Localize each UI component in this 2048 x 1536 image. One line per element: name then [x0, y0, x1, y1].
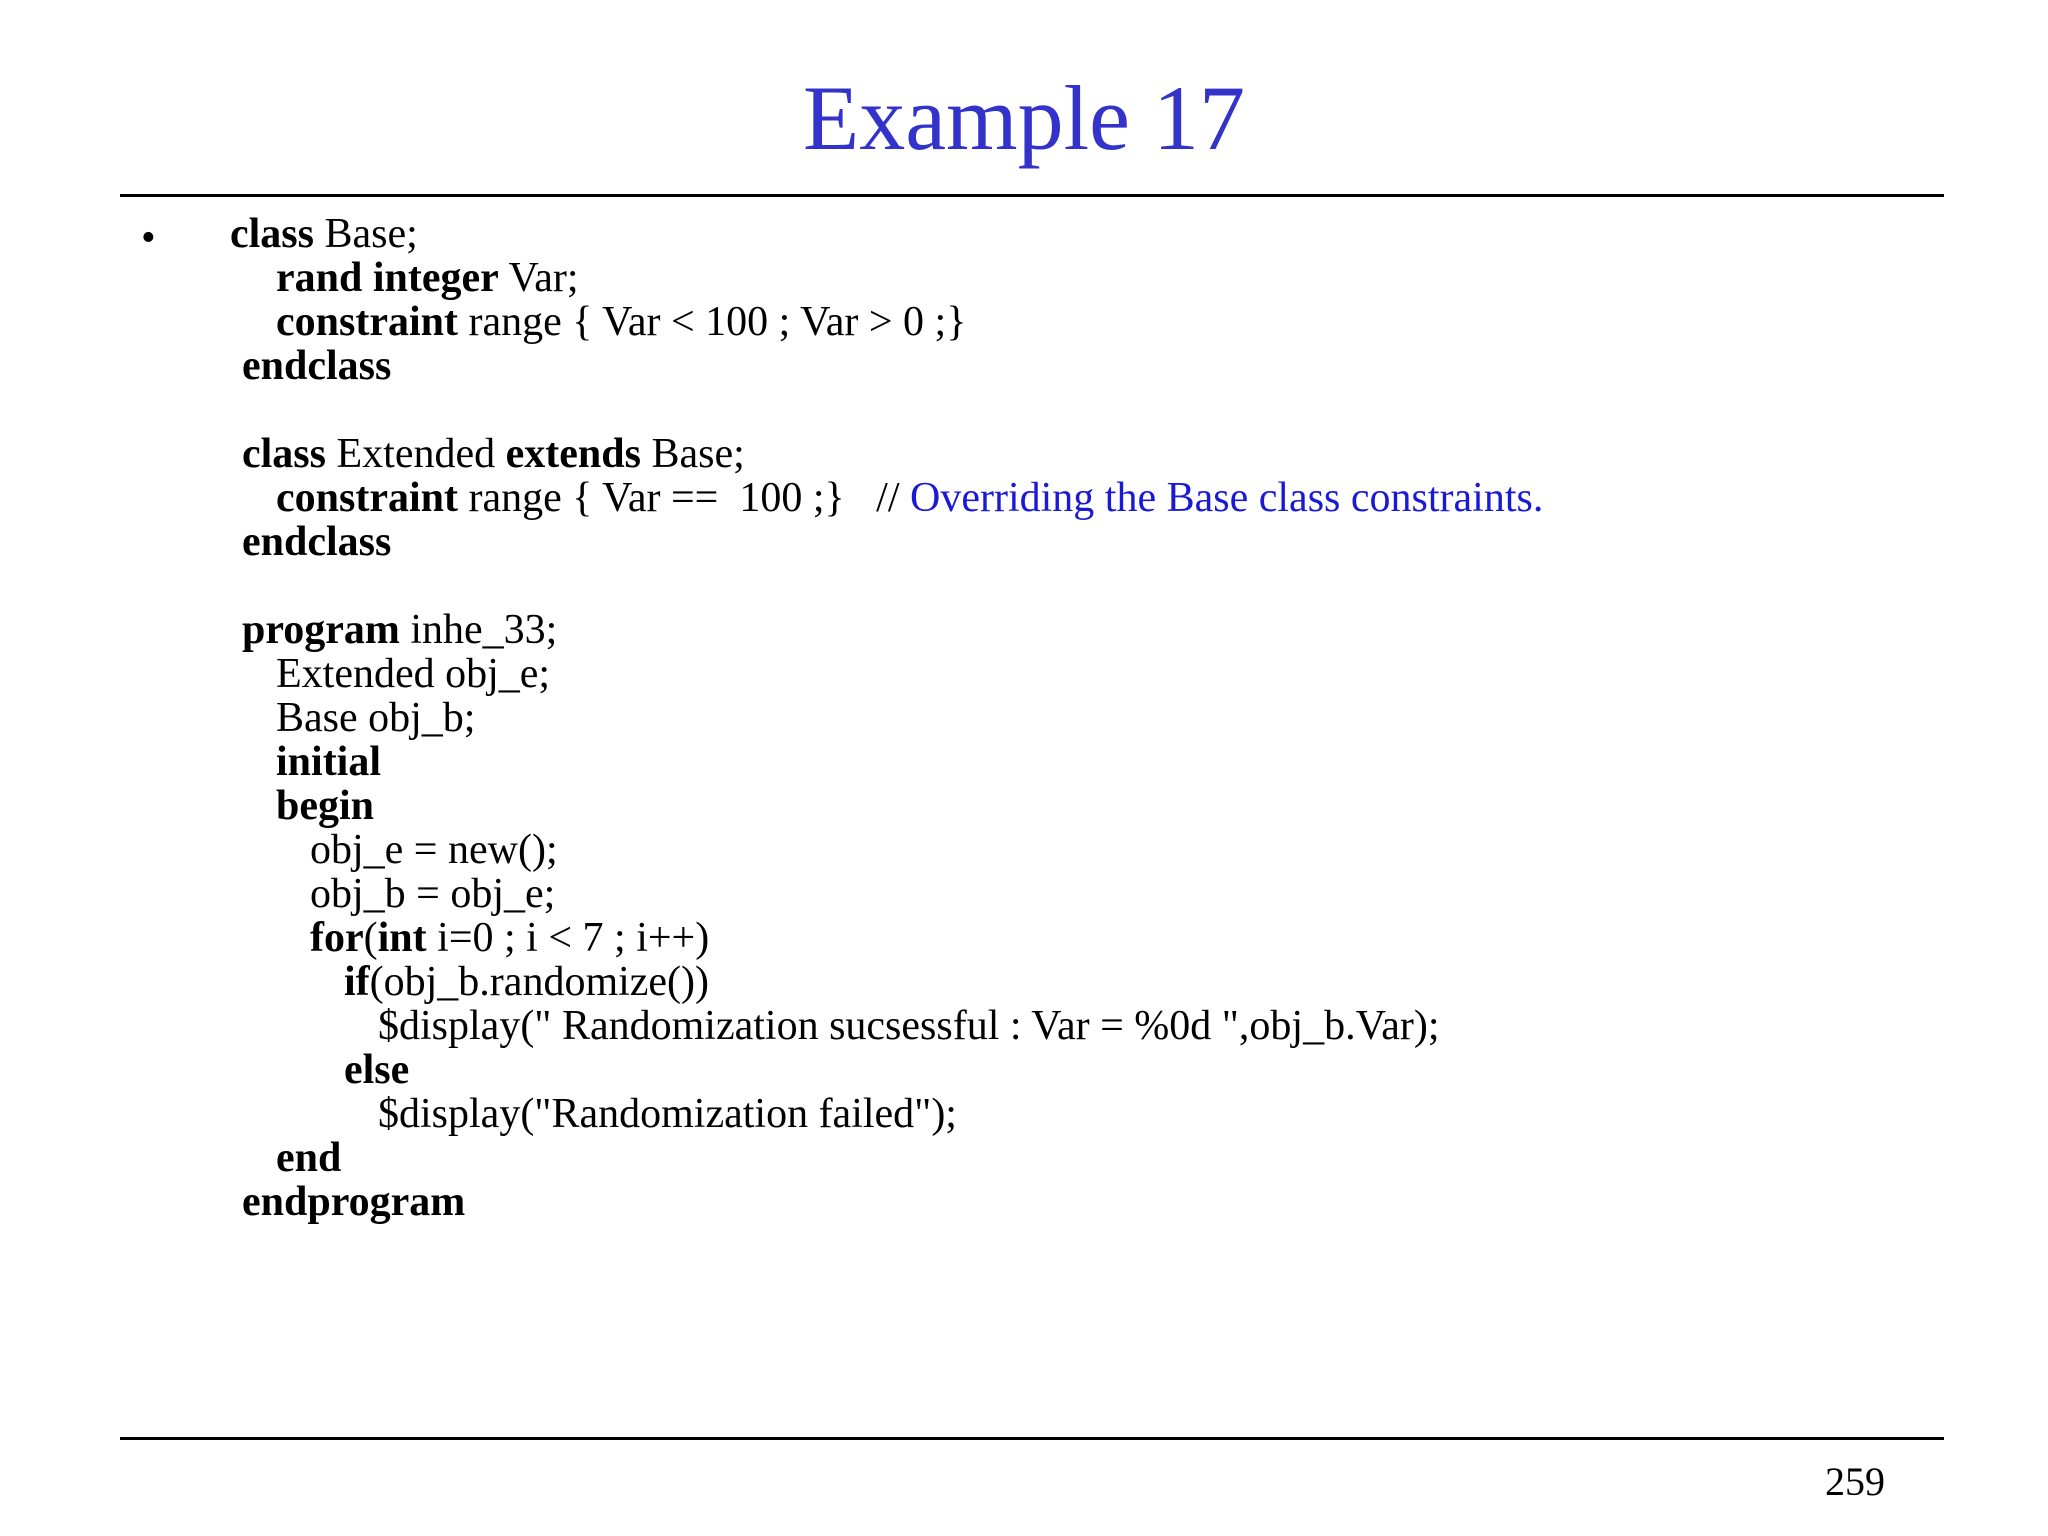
keyword: rand integer	[276, 255, 499, 301]
keyword: for	[310, 915, 364, 961]
keyword: endclass	[242, 343, 392, 389]
code-text: Base obj_b;	[276, 695, 476, 741]
code-text: obj_e = new();	[310, 827, 558, 873]
code-line-else	[344, 1048, 409, 1092]
keyword: extends	[505, 431, 641, 477]
code-line-program	[242, 608, 557, 652]
code-text: Base;	[314, 211, 418, 257]
code-line-endclass-base	[242, 344, 391, 388]
code-line-constraint-extended	[276, 476, 1543, 520]
keyword: endclass	[242, 519, 392, 565]
keyword: else	[344, 1047, 410, 1093]
code-text: $display(" Randomization sucsessful : Var = %0d ",obj_b.Var);	[378, 1003, 1440, 1049]
code-block	[0, 211, 1544, 1508]
code-line-decl-base	[276, 696, 475, 740]
code-line-endprogram	[242, 1180, 465, 1224]
code-line-new	[310, 828, 558, 872]
bottom-divider	[120, 1437, 1944, 1440]
code-text: i=0 ; i < 7 ; i++)	[426, 915, 710, 961]
code-line-if	[344, 960, 709, 1004]
code-text: Extended	[326, 431, 506, 477]
keyword: initial	[276, 739, 382, 785]
code-line-initial	[276, 740, 381, 784]
keyword: if	[344, 959, 370, 1005]
top-divider	[120, 194, 1944, 197]
code-line-assign	[310, 872, 555, 916]
keyword: int	[377, 915, 427, 961]
code-text: obj_b = obj_e;	[310, 871, 556, 917]
code-line-display-failed	[378, 1092, 957, 1136]
bullet-marker: •	[141, 215, 156, 261]
code-line-endclass-extended	[242, 520, 391, 564]
code-line-begin	[276, 784, 374, 828]
code-text: inhe_33;	[399, 607, 558, 653]
keyword: constraint	[276, 475, 458, 521]
code-line-end	[276, 1136, 341, 1180]
keyword: end	[276, 1135, 342, 1181]
code-text: (obj_b.randomize())	[369, 959, 710, 1005]
code-text: $display("Randomization failed");	[378, 1091, 957, 1137]
code-text: Base;	[640, 431, 745, 477]
code-text: Extended obj_e;	[276, 651, 551, 697]
code-line-constraint-base	[276, 300, 966, 344]
code-text: range { Var < 100 ; Var > 0 ;}	[458, 299, 967, 345]
keyword: program	[242, 607, 400, 653]
keyword: begin	[276, 783, 375, 829]
code-comment: Overriding the Base class constraints.	[910, 475, 1544, 521]
keyword: constraint	[276, 299, 458, 345]
code-line-class-extended	[242, 432, 745, 476]
code-line-for	[310, 916, 709, 960]
code-text: Var;	[498, 255, 579, 301]
slide-title: Example 17	[803, 67, 1245, 169]
keyword: class	[230, 211, 314, 257]
code-text: (	[363, 915, 378, 961]
page-number: 259	[1825, 1459, 1885, 1504]
code-line-rand-var	[276, 256, 579, 300]
code-text: range { Var == 100 ;} //	[458, 475, 911, 521]
code-line-display-success	[378, 1004, 1440, 1048]
code-line-decl-extended	[276, 652, 550, 696]
keyword: endprogram	[242, 1179, 466, 1225]
keyword: class	[242, 431, 326, 477]
code-line-class-base	[230, 212, 418, 256]
